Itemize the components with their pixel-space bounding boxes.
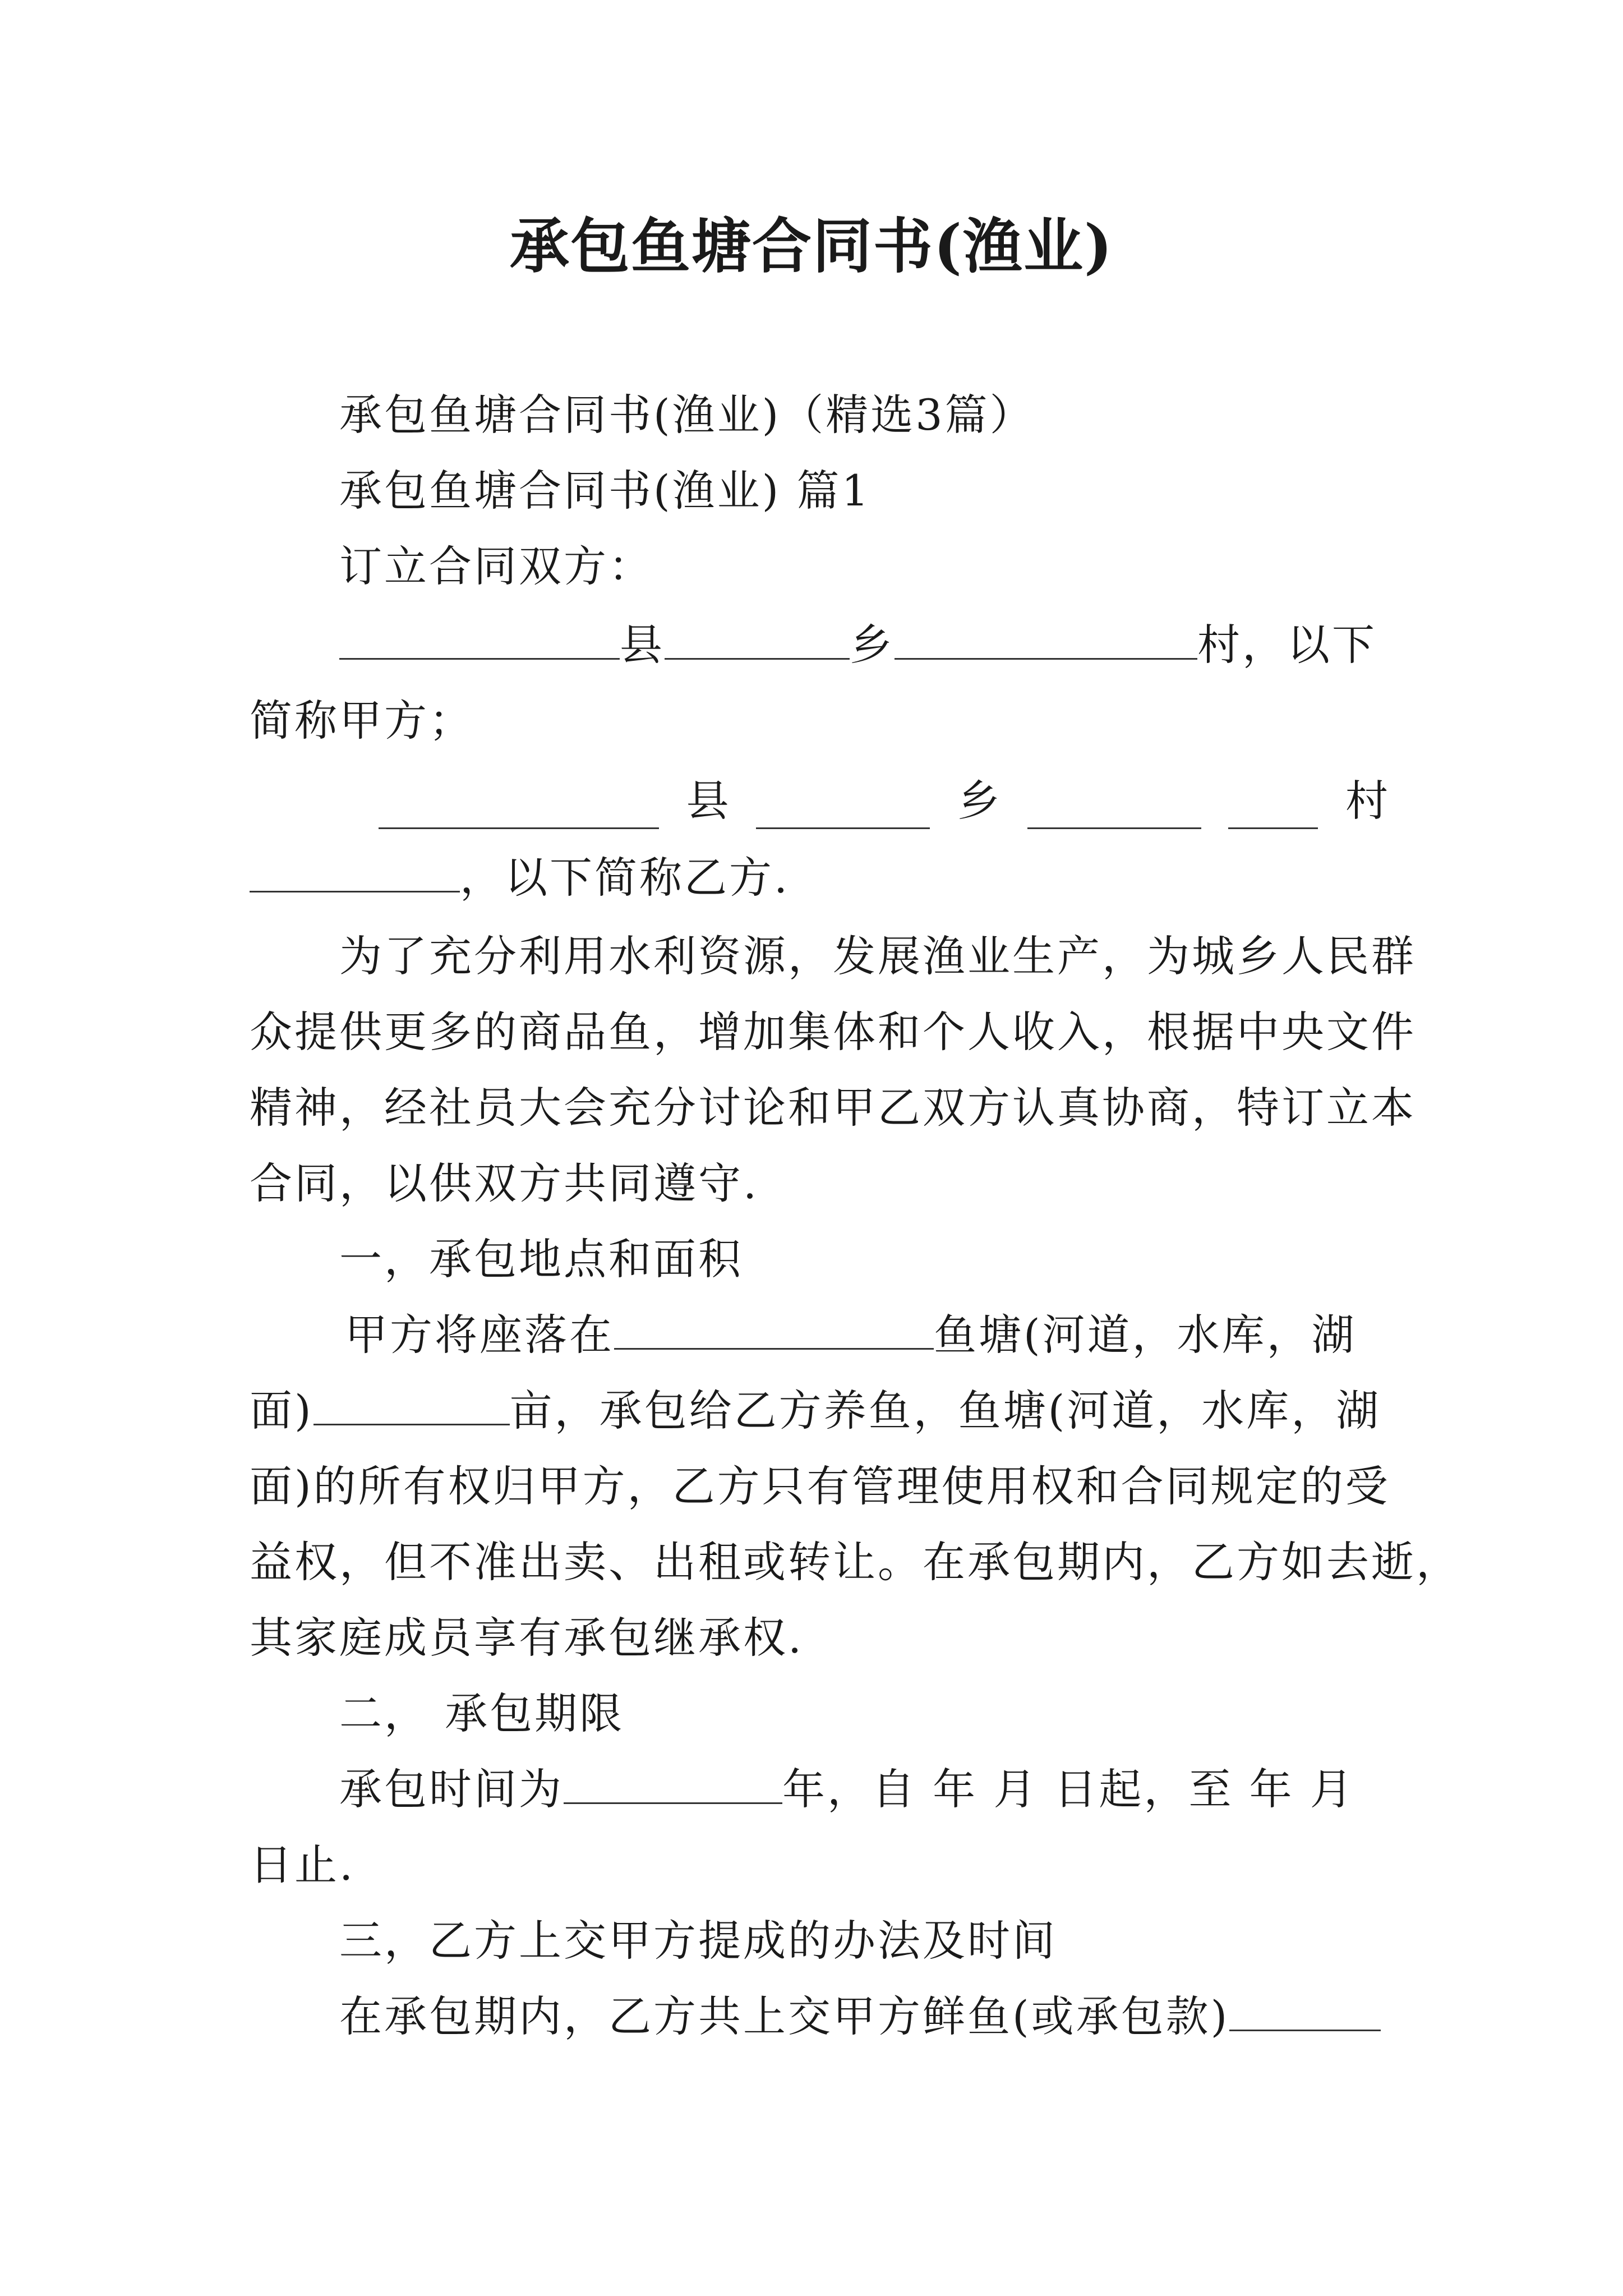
paragraph-line	[250, 1307, 1388, 1363]
paragraph-line	[250, 1761, 1388, 1818]
paragraph-line: 其家庭成员享有承包继承权.	[250, 1613, 804, 1663]
party-b-line	[250, 773, 1388, 829]
blank-field	[250, 855, 460, 892]
blank-field	[895, 622, 1197, 660]
party-b-continued	[250, 850, 1388, 906]
blank-field	[756, 792, 930, 829]
text-fragment: 鱼塘(河道，水库，湖	[934, 1310, 1357, 1360]
blank-field	[1027, 792, 1201, 829]
paragraph-line: 简称甲方；	[250, 696, 474, 746]
paragraph-line: 面)的所有权归甲方，乙方只有管理使用权和合同规定的受	[250, 1461, 1390, 1511]
paragraph-line: 精神，经社员大会充分讨论和甲乙双方认真协商，特订立本	[250, 1083, 1416, 1133]
paragraph-line: 益权，但不准出卖、出租或转让。在承包期内，乙方如去逝，	[250, 1537, 1461, 1587]
paragraph-line	[250, 1989, 1388, 2045]
blank-field	[1229, 1994, 1381, 2031]
blank-field	[379, 792, 659, 829]
text-fragment: 甲方将座落在	[345, 1310, 614, 1360]
blank-field	[313, 1388, 510, 1425]
text-fragment: 亩，承包给乙方养鱼，鱼塘(河道，水库，湖	[509, 1386, 1381, 1435]
text-fragment: 村	[1345, 776, 1388, 826]
paragraph-line: 众提供更多的商品鱼，增加集体和个人收入，根据中央文件	[250, 1007, 1416, 1057]
section-heading: 三，乙方上交甲方提成的办法及时间	[339, 1916, 1057, 1966]
section-heading: 承包鱼塘合同书(渔业) 篇1	[339, 466, 871, 516]
blank-field	[1228, 792, 1318, 829]
paragraph-line: 日止.	[250, 1840, 356, 1890]
text-fragment: 年，自 年 月 日起，至 年 月	[782, 1764, 1355, 1814]
text-fragment: 乡	[957, 776, 1000, 826]
blank-field	[614, 1312, 934, 1350]
text-fragment: 在承包期内，乙方共上交甲方鲜鱼(或承包款)	[339, 1991, 1230, 2041]
text-fragment: 乡	[850, 620, 895, 670]
document-title: 承包鱼塘合同书(渔业)	[509, 211, 1114, 281]
text-fragment: 县	[686, 776, 729, 826]
blank-field	[339, 622, 620, 660]
subtitle-line: 承包鱼塘合同书(渔业)（精选3篇）	[339, 390, 1035, 440]
paragraph-line: 为了充分利用水利资源，发展渔业生产，为城乡人民群	[339, 931, 1416, 981]
paragraph-line: 合同，以供双方共同遵守.	[250, 1158, 759, 1208]
blank-field	[665, 622, 850, 660]
text-fragment: 承包时间为	[339, 1764, 564, 1814]
section-heading: 二， 承包期限	[339, 1688, 625, 1738]
text-fragment: ，以下简称乙方.	[460, 853, 790, 903]
paragraph-line	[250, 1383, 1388, 1439]
text-fragment: 村，以下	[1197, 620, 1377, 670]
text-fragment: 面)	[250, 1386, 313, 1435]
blank-field	[564, 1766, 782, 1804]
section-heading: 一，承包地点和面积	[339, 1234, 743, 1284]
paragraph-line: 订立合同双方：	[339, 541, 653, 591]
party-a-line	[250, 617, 1388, 673]
text-fragment: 县	[620, 620, 665, 670]
